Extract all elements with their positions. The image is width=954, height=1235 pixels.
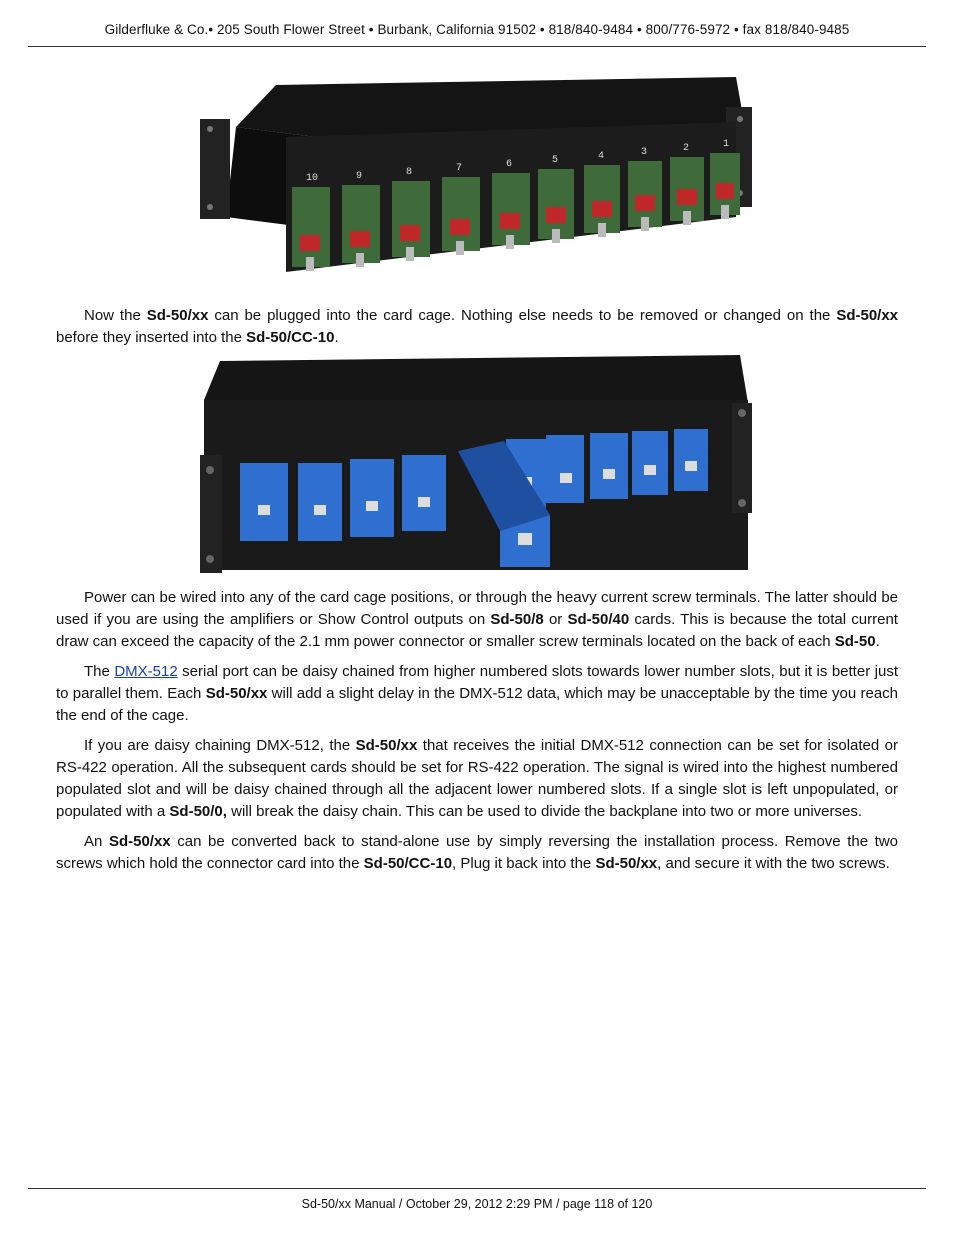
footer-divider [28, 1188, 926, 1189]
slot-label: 1 [723, 139, 730, 150]
slot-label: 6 [506, 159, 513, 170]
paragraph: If you are daisy chaining DMX-512, the Sd-50/xx that receives the initial DMX-512 connection can be set for isolated or RS-422 operation. All the subsequent cards should be set for RS-422 operation. The signal is wired into the highest numbered populated slot and will be daisy chained through all the adjacent lower numbered slots. If a single slot is left unpopulated, or populated with a Sd-50/0, will break the daisy chain. This can be used to divide the backplane into two or more universes. [56, 737, 899, 820]
paragraph: Power can be wired into any of the card cage positions, or through the heavy current screw terminals. The latter should be used if you are using the amplifiers or Show Control outputs on Sd-50/8 or Sd-50/40 cards. This is because the total current draw can exceed the capacity of the 2.1 mm power connector or smaller screw terminals located on the back of each Sd-50. [56, 589, 898, 650]
slot-label: 5 [552, 155, 559, 166]
card-cage-sd50-units-photo [200, 355, 754, 577]
paragraph: An Sd-50/xx can be converted back to stand-alone use by simply reversing the installation process. Remove the two screws which hold the connector card into the Sd-50/CC-10, Plug it back into the Sd-50/xx, and secure it with the two screws. [56, 833, 898, 872]
slot-label: 3 [641, 147, 648, 158]
header-divider [28, 46, 926, 47]
text-block-2 [56, 587, 898, 883]
slot-label: 9 [356, 171, 363, 182]
page-footer: Sd-50/xx Manual / October 29, 2012 2:29 PM / page 118 of 120 [301, 1197, 653, 1211]
dmx-512-link[interactable]: DMX-512 [114, 663, 178, 680]
text-block-1 [56, 305, 898, 357]
paragraph: The DMX-512 serial port can be daisy chained from higher numbered slots towards lower number slots, but it is better just to parallel them. Each Sd-50/xx will add a slight delay in the DMX-512 data, which may be unacceptable by the time you reach the end of the cage. [56, 663, 899, 724]
slot-label: 8 [406, 167, 413, 178]
slot-label: 2 [683, 143, 690, 154]
slot-label: 7 [456, 163, 463, 174]
slot-label: 4 [598, 151, 605, 162]
card-cage-connector-cards-photo [196, 67, 757, 293]
page-header: Gilderfluke & Co.• 205 South Flower Street • Burbank, California 91502 • 818/840-9484 • 800/776-5972 • fax 818/840-9485 [104, 22, 850, 37]
slot-label: 10 [306, 173, 319, 184]
paragraph: Now the Sd-50/xx can be plugged into the card cage. Nothing else needs to be removed or changed on the Sd-50/xx before they inserted into the Sd-50/CC-10. [56, 307, 899, 346]
